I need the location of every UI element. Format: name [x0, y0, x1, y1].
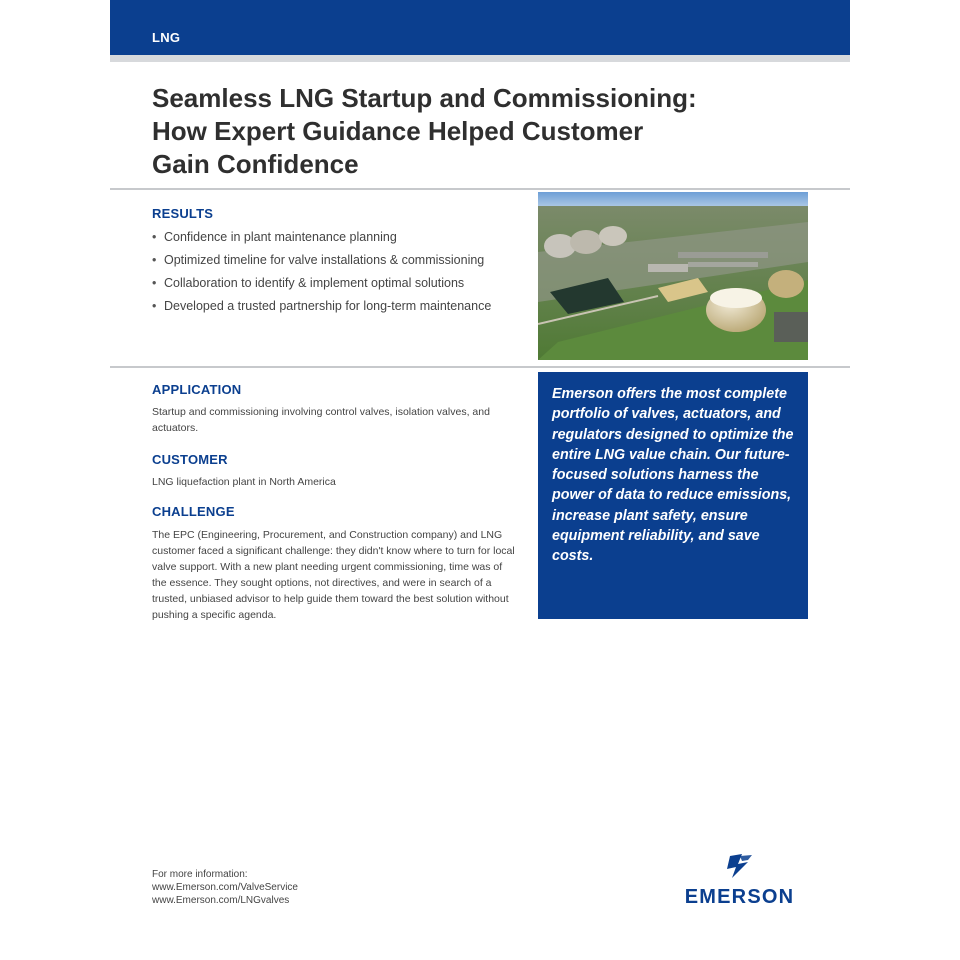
footer-info: [152, 868, 298, 907]
challenge-heading: CHALLENGE: [152, 504, 235, 519]
footer-link-lng-valves[interactable]: www.Emerson.com/LNGvalves: [152, 895, 290, 906]
results-item: • Confidence in plant maintenance planning: [152, 228, 532, 246]
customer-text: LNG liquefaction plant in North America: [152, 476, 336, 488]
footer-link-valve-service[interactable]: www.Emerson.com/ValveService: [152, 882, 298, 893]
lng-plant-photo: [538, 192, 808, 360]
lng-plant-aerial-photo-icon: [538, 192, 808, 360]
title-line-1: Seamless LNG Startup and Commissioning:: [152, 83, 697, 113]
results-item: • Optimized timeline for valve installations & commissioning: [152, 251, 532, 269]
logo-wordmark: EMERSON: [684, 886, 795, 908]
customer-heading: CUSTOMER: [152, 452, 228, 467]
title-line-2: How Expert Guidance Helped Customer: [152, 116, 644, 146]
divider-top: [110, 188, 850, 190]
emerson-mark-icon: [724, 852, 754, 880]
page-title: [152, 82, 752, 181]
header-stripe: [110, 55, 850, 62]
category-tag: LNG: [152, 30, 181, 45]
callout-text: Emerson offers the most complete portfolio of valves, actuators, and regulators designed to optimize the entire LNG value chain. Our future-focused solutions harness the power of data to reduce emissions, increase plant safety, ensure equipment reliability, and save costs.: [552, 386, 794, 565]
title-line-3: Gain Confidence: [152, 149, 359, 179]
divider-middle: [110, 366, 850, 368]
header-bar: [110, 0, 850, 55]
results-item: • Collaboration to identify & implement optimal solutions: [152, 274, 532, 292]
document-page: [110, 0, 850, 960]
application-heading: APPLICATION: [152, 382, 242, 397]
callout-box: [538, 372, 808, 619]
footer-label: For more information:: [152, 869, 248, 880]
results-list: [152, 228, 532, 320]
emerson-logo: [672, 852, 807, 910]
challenge-text: The EPC (Engineering, Procurement, and Construction company) and LNG customer faced a significant challenge: they didn't know where to turn for local valve support. With a new plant needing urgent commissioning, time was of the essence. They sought options, not directives, and were in search of a trusted, unbiased advisor to help guide them toward the best solution without pushing a specific agenda.: [152, 529, 515, 621]
results-heading: RESULTS: [152, 206, 214, 221]
application-text: Startup and commissioning involving control valves, isolation valves, and actuators.: [152, 406, 490, 434]
results-item: • Developed a trusted partnership for long-term maintenance: [152, 297, 532, 315]
